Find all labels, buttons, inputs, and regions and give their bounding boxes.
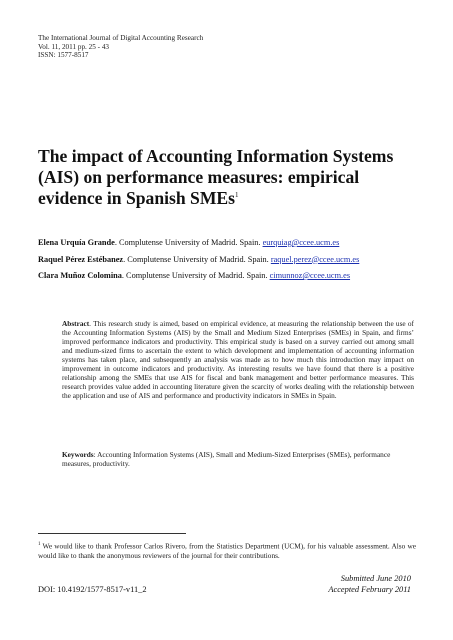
title-footnote-marker: 1 — [235, 191, 239, 200]
submission-dates — [328, 574, 411, 595]
submitted-date: Submitted June 2010 — [340, 574, 411, 583]
abstract — [62, 319, 414, 400]
author-name: Raquel Pérez Estébanez — [38, 254, 124, 264]
doi: DOI: 10.4192/1577-8517-v11_2 — [38, 585, 147, 594]
author-name: Clara Muñoz Colomina — [38, 271, 122, 280]
title-line-3 — [38, 188, 398, 209]
journal-name: The International Journal of Digital Accounting Research — [38, 34, 204, 42]
footnote — [38, 540, 416, 560]
journal-issn: ISSN: 1577-8517 — [38, 51, 89, 60]
title-line-1: The impact of Accounting Information Systems — [38, 146, 394, 166]
footnote-divider — [38, 533, 186, 534]
paper-title — [38, 146, 398, 209]
author-email-link[interactable]: raquel.perez@ccee.ucm.es — [270, 254, 360, 264]
keywords — [62, 450, 414, 468]
author-affiliation: . Complutense University of Madrid. Spain. — [123, 254, 271, 264]
title-line-2: (AIS) on performance measures: empirical — [38, 167, 360, 187]
author-affiliation: . Complutense University of Madrid. Spain. — [121, 271, 270, 280]
journal-volume: Vol. 11, 2011 pp. 25 - 43 — [38, 42, 110, 51]
footnote-text: We would like to thank Professor Carlos Rivero, from the Statistics Department (UCM), for his valuable assessment. Also we would like to thank the anonymous reviewers of the journal for their contributions. — [38, 541, 416, 560]
footnote-marker: 1 — [38, 542, 41, 547]
journal-header — [38, 34, 203, 60]
author-email-link[interactable]: cimunnoz@ccee.ucm.es — [269, 271, 351, 280]
author-email-link[interactable]: eurquiag@ccee.ucm.es — [262, 238, 340, 247]
author-list — [38, 235, 438, 285]
author-affiliation: . Complutense University of Madrid. Spain. — [114, 238, 263, 247]
abstract-label: Abstract — [62, 319, 90, 328]
abstract-text: . This research study is aimed, based on empirical evidence, at measuring the relationship between the use of the Accounting Information Systems (AIS) by the Small and Medium Sized Enterprises (SMEs) in Spain, and firms’ improved performance indicators and productivity. This empirical study is based on a survey carried out among small and medium-sized firms to ascertain the extent to which development and implementation of accounting information systems has taken place, and subsequently an analysis was made as to how much this introduction may impact on improvement in outcome indicators and productivity. As interesting results we have found that there is a positive relationship among the SMEs that use AIS for fiscal and bank management and better performance measures. This research provides value added in accounting literature given the scarcity of works dealing with the relationship between the application and use of AIS and performance and productivity indicators in SMEs in Spain. — [62, 319, 414, 401]
title-line-3-text: evidence in Spanish SMEs — [38, 188, 236, 208]
author-line — [38, 268, 438, 285]
keywords-label: Keywords — [62, 450, 94, 459]
keywords-text: : Accounting Information Systems (AIS), Small and Medium-Sized Enterprises (SMEs), performance measures, productivity. — [62, 450, 391, 469]
author-line — [38, 252, 438, 269]
author-name: Elena Urquía Grande — [38, 238, 115, 247]
accepted-date: Accepted February 2011 — [328, 584, 411, 594]
author-line — [38, 235, 438, 252]
